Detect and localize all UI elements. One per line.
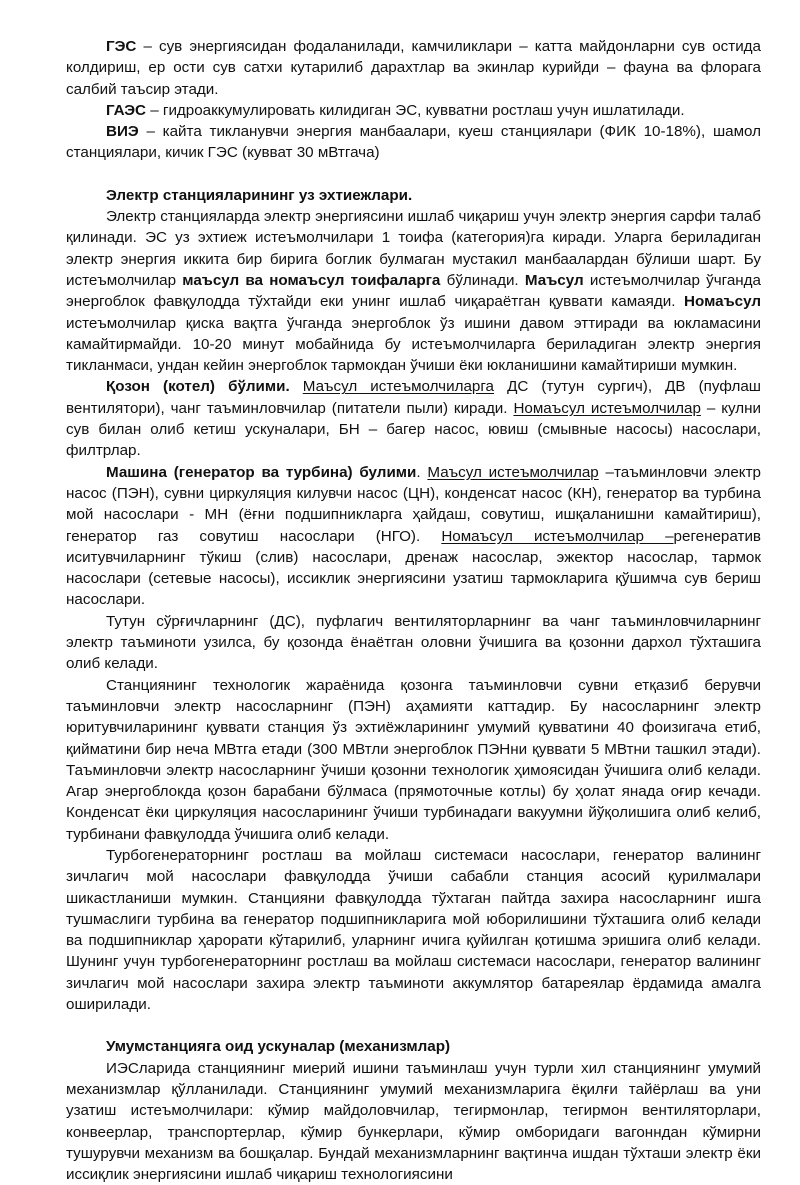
spacer — [66, 1015, 761, 1036]
text-run: регенератив иситувчиларнинг тўкиш (слив) насослари, дренаж насослар, эжектор насослар, тармок насослари (сетевые насосы), иссиклик энергиясини узатиш тармокларига қўшимча сув бериш насослари. — [66, 527, 761, 609]
paragraph-vie — [66, 121, 761, 164]
paragraph-boiler-section — [66, 376, 761, 461]
gaes-description: – гидроаккумулировать килидиган ЭС, кувватни ростлаш учун ишлатилади. — [146, 101, 685, 119]
text-run: Электр станцияларда электр энергиясини ишлаб чиқариш учун электр энергия сарфи талаб қилинади. ЭС уз эхтиеж истеъмолчилари 1 тоифа (категория)га киради. Уларга бериладиган электр энергия иккита бир бирига боглик булмаган мустакил манбаалардан бўлиши шарт. Бу истеъмолчилар — [66, 208, 761, 289]
bold-run: Қозон (котел) бўлими. — [106, 378, 290, 396]
text-run: . — [416, 463, 428, 481]
text-run: истеъмолчилар қиска вақтга ўчганда энергоблок ўз ишини давом эттиради ва юкламасини камайтирмайди. 10-20 минут мобайнида бу истеъмолчиларга бериладиган электр энергия тикланмаси, ундан кейин энергоблок тармокдан ўчиши ёки юкланишини камайтириши мумкин. — [66, 314, 761, 375]
text-run: –таъминловчи электр насос (ПЭН), сувни циркуляция килувчи насос (ЦН), конденсат насос (КН), генератор ва турбина мой насослари - МН (ёғни подшипникларга ҳайдаш, совутиш, ишқаланишни камайтириш), генератор газ совутиш насослари (НГО). — [66, 463, 762, 545]
term-ges: ГЭС — [106, 38, 137, 55]
paragraph-smoke-exhausters: Тутун сўрғичларнинг (ДС), пуфлагич вентиляторларнинг ва чанг таъминловчиларнинг электр таъминоти узилса, бу қозонда ёнаётган оловни ўчишига ва қозонни дархол тўхташига олиб келади. — [66, 612, 761, 673]
paragraph-ges — [66, 36, 761, 100]
bold-run: Машина (генератор ва турбина) булими — [106, 463, 417, 481]
vie-description: – кайта тикланувчи энергия манбаалари, куеш станциялари (ФИК 10-18%), шамол станциялари, кичик ГЭС (кувват 30 мВтгача) — [66, 123, 761, 162]
paragraph-machine-section — [66, 462, 761, 611]
underlined-run: Маъсул истеъмолчиларга — [302, 378, 494, 396]
bold-run: Маъсул — [524, 271, 584, 289]
spacer — [66, 164, 761, 185]
term-gaes: ГАЭС — [106, 101, 147, 119]
text-run: бўлинади. — [440, 271, 525, 289]
section-heading-station-mechanisms: Умумстанцияга оид ускуналар (механизмлар) — [106, 1038, 451, 1056]
bold-run: маъсул ва номаъсул тоифаларга — [182, 271, 441, 289]
underlined-run: Номаъсул истеъмолчилар – — [441, 527, 674, 545]
text-run: – кулни сув билан олиб кетиш ускуналари, БН – багер насос, ювиш (смывные насосы) насослари, филтрлар. — [66, 399, 762, 460]
paragraph-feed-pumps: Станциянинг технологик жараёнида қозонга таъминловчи сувни етқазиб берувчи таъминловчи электр насосларнинг (ПЭН) аҳамияти каттадир. Бу насосларнинг электр юритувчиларининг қуввати станция ўз эхтиёжларининг умумий қувватини 40 фоизигача етиб, қийматини бир неча МВтга етади (300 МВтли энергоблок ПЭНни қуввати 5 МВтни ташкил этади). Таъминловчи электр насосларнинг ўчиши қозонни технологик ҳимоясидан ўчишига олиб келади. Агар энергоблокда қозон барабани бўлмаса (прямоточные котлы) бу ҳолат янада оғир кечади. Конденсат ёки циркуляция насосларининг ўчиши турбинадаги вакуумни йўқолишига олиб келиб, турбинани фавқулодда ўчишига олиб келади. — [66, 676, 761, 843]
paragraph-turbogenerator: Турбогенераторнинг ростлаш ва мойлаш системаси насослари, генератор валининг зичлагич мой насослари фавқулодда ўчиши сабабли станция асосий қурилмалари шикастланиши мумкин. Станцияни фавқулодда тўхтаган пайтда захира насосларнинг ишга тушмаслиги турбина ва генератор подшипникларига мой юборилишини тўхташига олиб келади ва подшипниклар ҳарорати кўтарилиб, уларнинг ичига қуйилган қотишма эришига олиб келади. Шунинг учун турбогенераторнинг ростлаш ва мойлаш системаси насослари, генератор валининг зичлагич мой насослари захира электр таъминоти аккумлятор батареялар ёрдамида амалга оширилади. — [66, 846, 761, 1014]
term-vie: ВИЭ — [106, 123, 139, 141]
bold-run: Номаъсул — [684, 293, 761, 311]
underlined-run: Маъсул истеъмолчилар — [427, 463, 599, 481]
paragraph-own-needs-intro — [66, 206, 761, 376]
paragraph-station-mechanisms: ИЭСларида станциянинг миерий ишини таъминлаш учун турли хил станциянинг умумий механизмлар қўлланилади. Станциянинг умумий механизмларига ёқилғи тайёрлаш ва уни узатиш истеъмолчилари: кўмир майдоловчилар, тегирмонлар, тегирмон вентиляторлари, конвеерлар, транспортерлар, кўмир бункерлари, кўмир омборидаги вагонндан кўмирни тушурувчи механизм ва бошқалар. Бундай механизмларнинг вақтинча ишдан тўхташи электр ёки иссиқлик энергиясини ишлаб чиқариш технологиясини — [66, 1059, 761, 1184]
underlined-run: Номаъсул истеъмолчилар — [513, 399, 701, 417]
text-run: истеъмолчилар ўчганда энергоблок фавқулодда тўхтайди еки унинг ишлаб чиқараётган қуввати камаяди. — [66, 271, 761, 311]
paragraph-gaes — [66, 100, 761, 121]
text-run — [290, 378, 303, 395]
section-heading-own-needs: Электр станцияларининг уз эхтиежлари. — [106, 186, 413, 204]
text-run: ДС (тутун сургич), ДВ (пуфлаш вентилятори), чанг таъминловчилар (питатели пыли) киради. — [66, 378, 761, 417]
ges-description: – сув энергиясидан фодаланилади, камчиликлари – катта майдонларни сув остида колдириш, ер ости сув сатхи кутарилиб дарахтлар ва экинлар курийди – фауна ва флорага салбий таъсир этади. — [66, 38, 761, 98]
